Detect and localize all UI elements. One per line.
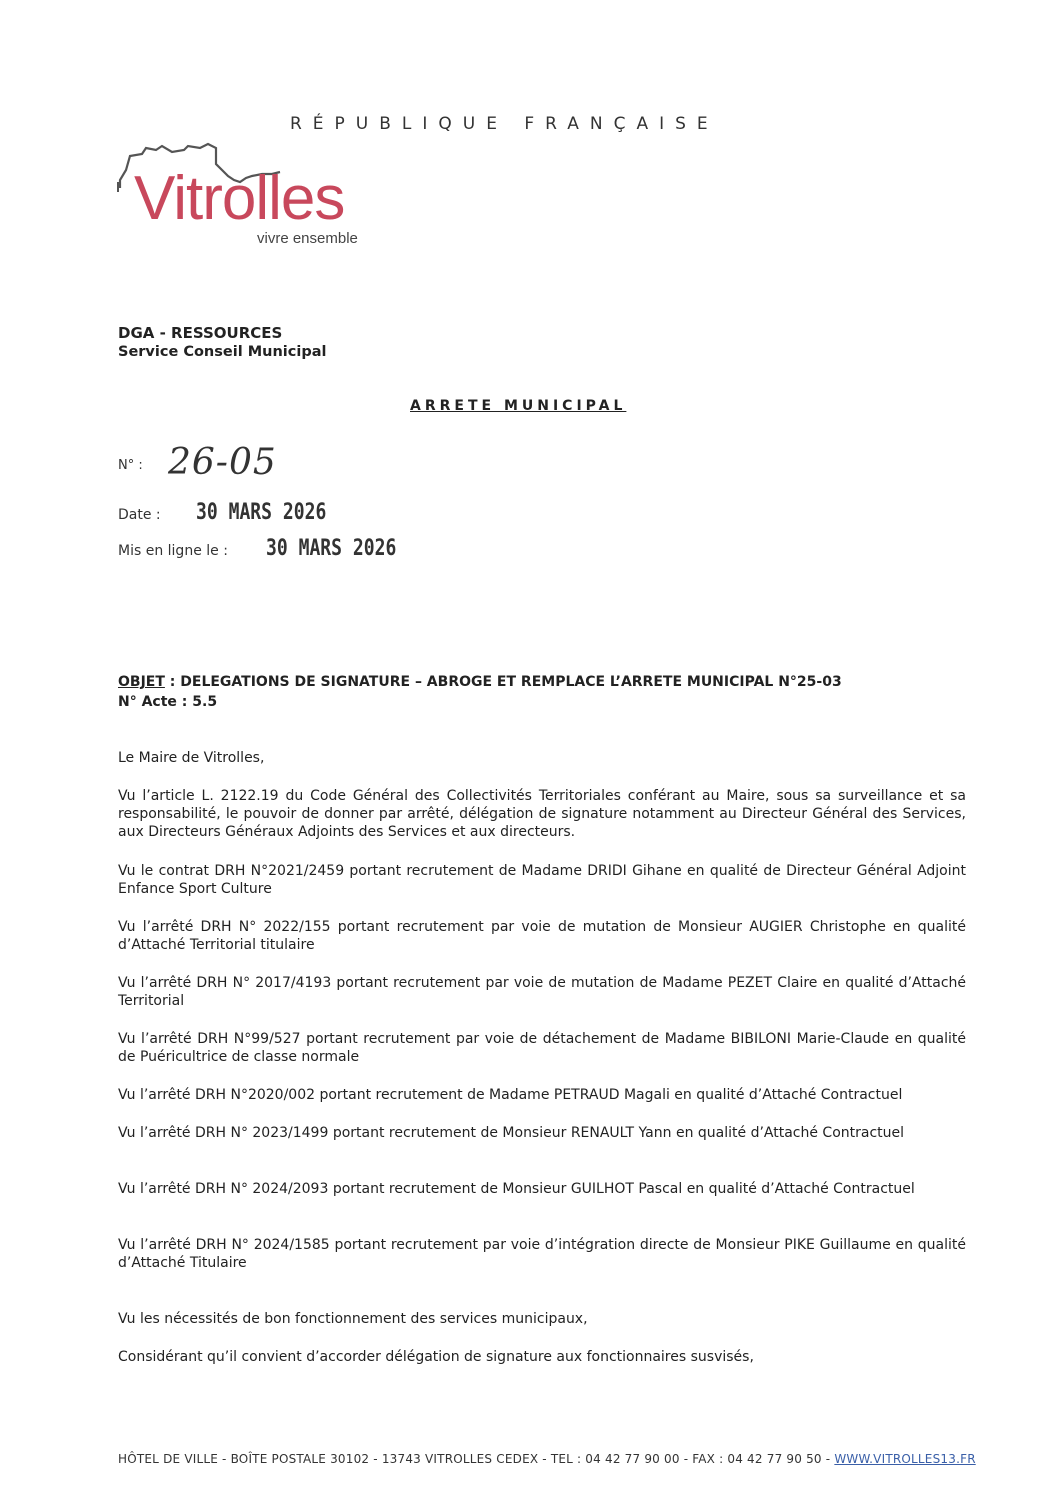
service-name: Service Conseil Municipal <box>118 344 327 360</box>
objet-line <box>118 674 842 690</box>
number-value: 26-05 <box>168 442 277 483</box>
logo-wordmark: Vitrolles <box>134 164 345 233</box>
footer-address <box>118 1452 976 1466</box>
paragraph-guilhot: Vu l’arrêté DRH N° 2024/2093 portant recrutement de Monsieur GUILHOT Pascal en qualité d’Attaché Contractuel <box>118 1181 915 1197</box>
acte-number: N° Acte : 5.5 <box>118 694 218 710</box>
date-stamp: 30 MARS 2026 <box>196 500 327 525</box>
online-date-stamp: 30 MARS 2026 <box>266 536 397 561</box>
paragraph-renault: Vu l’arrêté DRH N° 2023/1499 portant recrutement de Monsieur RENAULT Yann en qualité d’Attaché Contractuel <box>118 1125 905 1141</box>
paragraph-code-general: Vu l’article L. 2122.19 du Code Général des Collectivités Territoriales conférant au Maire, sous sa surveillance et sa responsabilité, le pouvoir de donner par arrêté, délégation de signature notamment au Directeur Général des Services, aux Directeurs Généraux Adjoints des Services et aux directeurs. <box>118 788 966 840</box>
online-date-label: Mis en ligne le : <box>118 543 228 559</box>
logo-tagline: vivre ensemble <box>257 230 358 247</box>
footer-address-text: HÔTEL DE VILLE - BOÎTE POSTALE 30102 - 13743 VITROLLES CEDEX - TEL : 04 42 77 90 00 - FAX : 04 42 77 90 50 - <box>118 1452 835 1466</box>
paragraph-considerant: Considérant qu’il convient d’accorder délégation de signature aux fonctionnaires susvisés, <box>118 1349 754 1365</box>
republique-francaise-heading: RÉPUBLIQUE FRANÇAISE <box>290 114 719 134</box>
opening-line: Le Maire de Vitrolles, <box>118 750 265 766</box>
paragraph-dridi: Vu le contrat DRH N°2021/2459 portant recrutement de Madame DRIDI Gihane en qualité de Directeur Général Adjoint Enfance Sport Culture <box>118 863 966 897</box>
paragraph-petraud: Vu l’arrêté DRH N°2020/002 portant recrutement de Madame PETRAUD Magali en qualité d’Attaché Contractuel <box>118 1087 903 1103</box>
department-name: DGA - RESSOURCES <box>118 324 283 342</box>
document-title: ARRETE MUNICIPAL <box>410 398 627 414</box>
paragraph-pike: Vu l’arrêté DRH N° 2024/1585 portant recrutement par voie d’intégration directe de Monsieur PIKE Guillaume en qualité d’Attaché Titulaire <box>118 1237 966 1271</box>
objet-label: OBJET <box>118 674 165 690</box>
paragraph-pezet: Vu l’arrêté DRH N° 2017/4193 portant recrutement par voie de mutation de Madame PEZET Claire en qualité d’Attaché Territorial <box>118 975 966 1009</box>
number-label: N° : <box>118 458 143 473</box>
paragraph-necessites: Vu les nécessités de bon fonctionnement des services municipaux, <box>118 1311 588 1327</box>
date-label: Date : <box>118 507 161 523</box>
paragraph-bibiloni: Vu l’arrêté DRH N°99/527 portant recrutement par voie de détachement de Madame BIBILONI Marie-Claude en qualité de Puéricultrice de classe normale <box>118 1031 966 1065</box>
website-link[interactable]: WWW.VITROLLES13.FR <box>834 1452 976 1466</box>
paragraph-augier: Vu l’arrêté DRH N° 2022/155 portant recrutement par voie de mutation de Monsieur AUGIER Christophe en qualité d’Attaché Territorial titulaire <box>118 919 966 953</box>
objet-text: : DELEGATIONS DE SIGNATURE – ABROGE ET REMPLACE L’ARRETE MUNICIPAL N°25-03 <box>164 674 842 690</box>
